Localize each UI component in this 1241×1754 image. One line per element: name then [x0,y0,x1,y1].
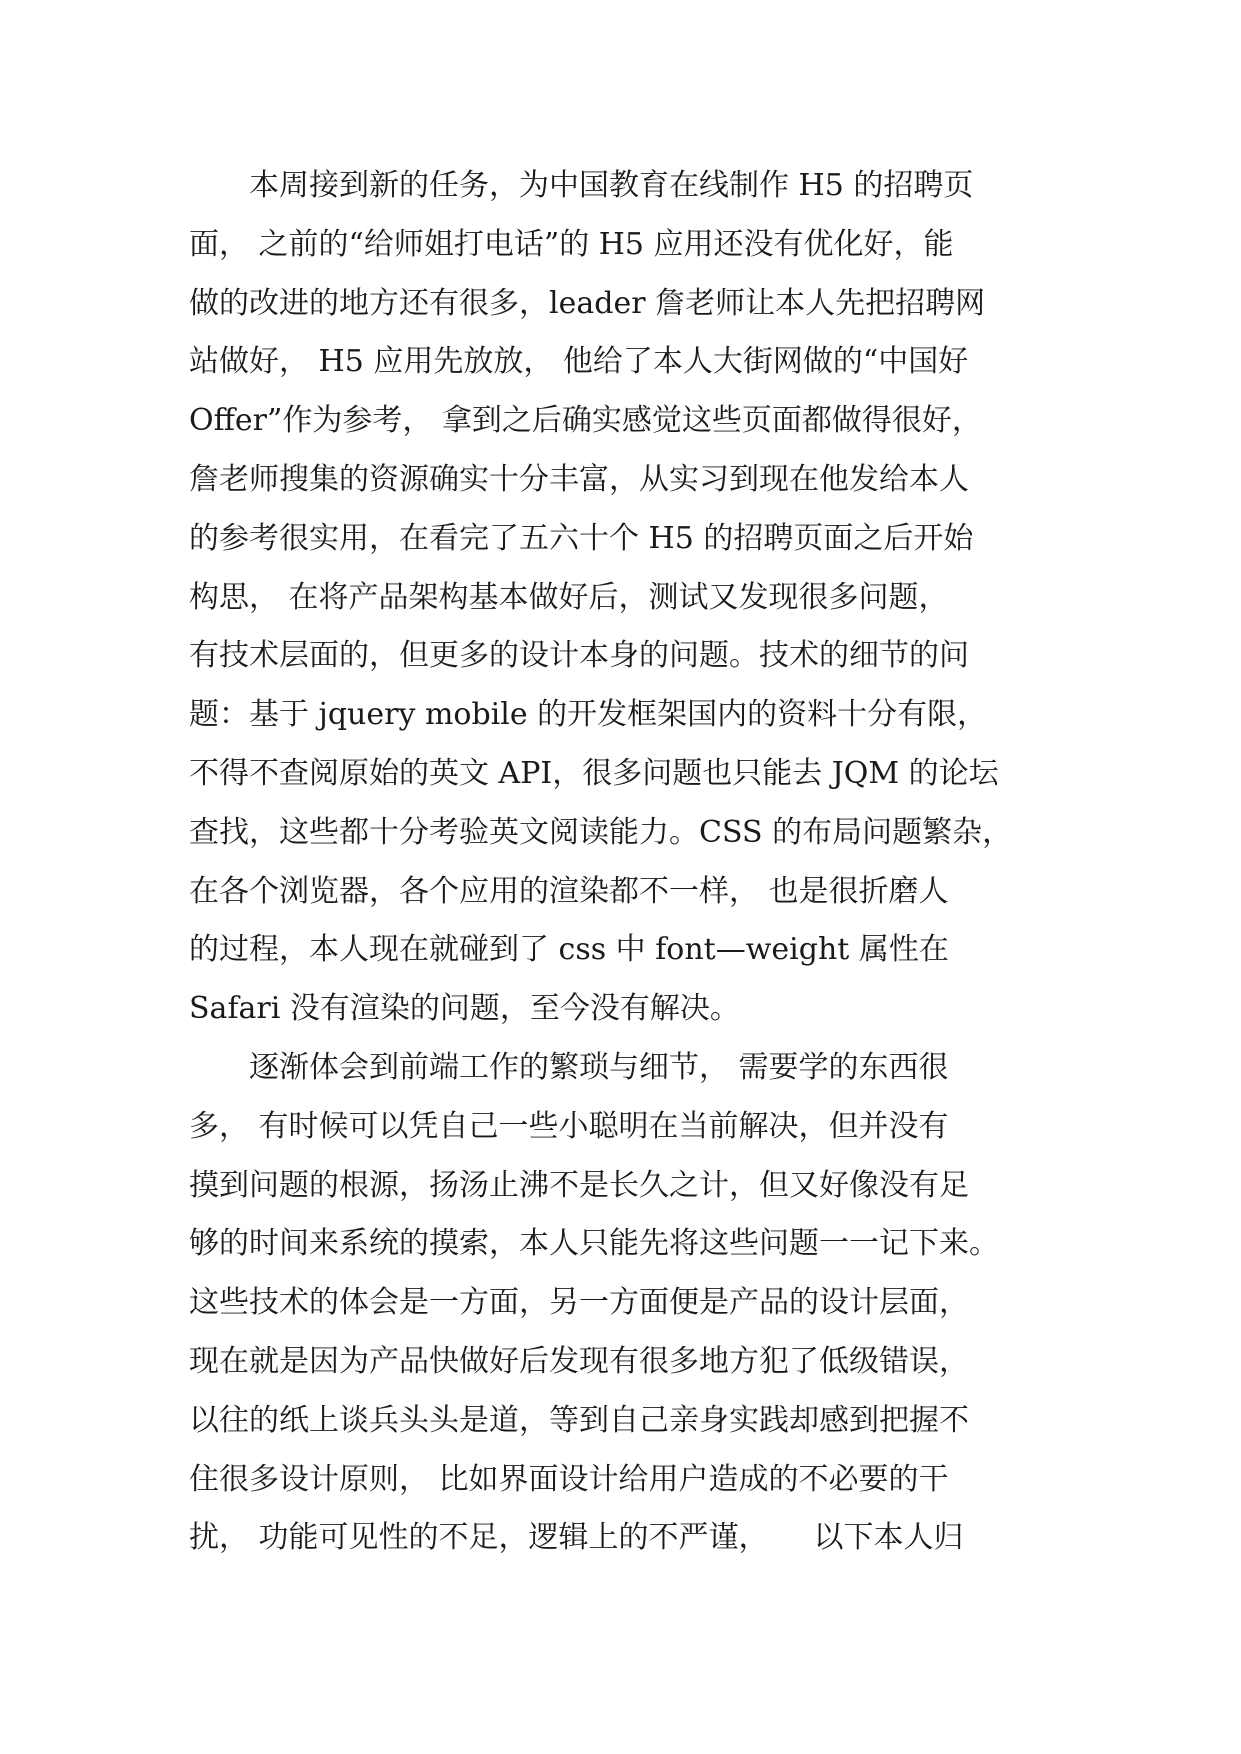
body-text [189,157,1069,1568]
text-line: 题：基于 jquery mobile 的开发框架国内的资料十分有限， [189,697,988,733]
text-line: 摸到问题的根源，扬汤止沸不是长久之计，但又好像没有足 [189,1167,969,1203]
text-line: 的过程，本人现在就碰到了 css 中 font—weight 属性在 [189,932,949,968]
text-line: 詹老师搜集的资源确实十分丰富，从实习到现在他发给本人 [189,461,969,497]
text-line: 多， 有时候可以凭自己一些小聪明在当前解决，但并没有 [189,1108,949,1144]
text-line: 做的改进的地方还有很多，leader 詹老师让本人先把招聘网 [189,285,986,321]
text-line: 站做好， H5 应用先放放， 他给了本人大街网做的“中国好 [189,344,969,380]
text-line: Safari 没有渲染的问题，至今没有解决。 [189,991,740,1027]
text-line: 本周接到新的任务，为中国教育在线制作 H5 的招聘页 [189,168,974,203]
text-line: 够的时间来系统的摸索，本人只能先将这些问题一一记下来。 [189,1226,999,1262]
text-line: 不得不查阅原始的英文 API，很多问题也只能去 JQM 的论坛 [189,755,999,791]
text-line: 有技术层面的，但更多的设计本身的问题。技术的细节的问 [189,638,969,674]
text-line: 的参考很实用，在看完了五六十个 H5 的招聘页面之后开始 [189,520,974,556]
text-line: 在各个浏览器，各个应用的渲染都不一样， 也是很折磨人 [189,873,949,909]
text-line: 这些技术的体会是一方面，另一方面便是产品的设计层面， [189,1285,969,1321]
text-line: 面， 之前的“给师姐打电话”的 H5 应用还没有优化好，能 [189,226,954,262]
text-line: 扰， 功能可见性的不足，逻辑上的不严谨， 以下本人归 [189,1520,964,1556]
text-line: 查找，这些都十分考验英文阅读能力。CSS 的布局问题繁杂， [189,814,1013,850]
text-line: 住很多设计原则， 比如界面设计给用户造成的不必要的干 [189,1461,949,1497]
text-line: 逐渐体会到前端工作的繁琐与细节， 需要学的东西很 [189,1049,949,1085]
text-line: 现在就是因为产品快做好后发现有很多地方犯了低级错误， [189,1343,969,1379]
text-line: 构思， 在将产品架构基本做好后，测试又发现很多问题， [189,579,949,615]
text-line: Offer”作为参考， 拿到之后确实感觉这些页面都做得很好， [189,403,982,439]
text-line: 以往的纸上谈兵头头是道，等到自己亲身实践却感到把握不 [189,1402,969,1438]
